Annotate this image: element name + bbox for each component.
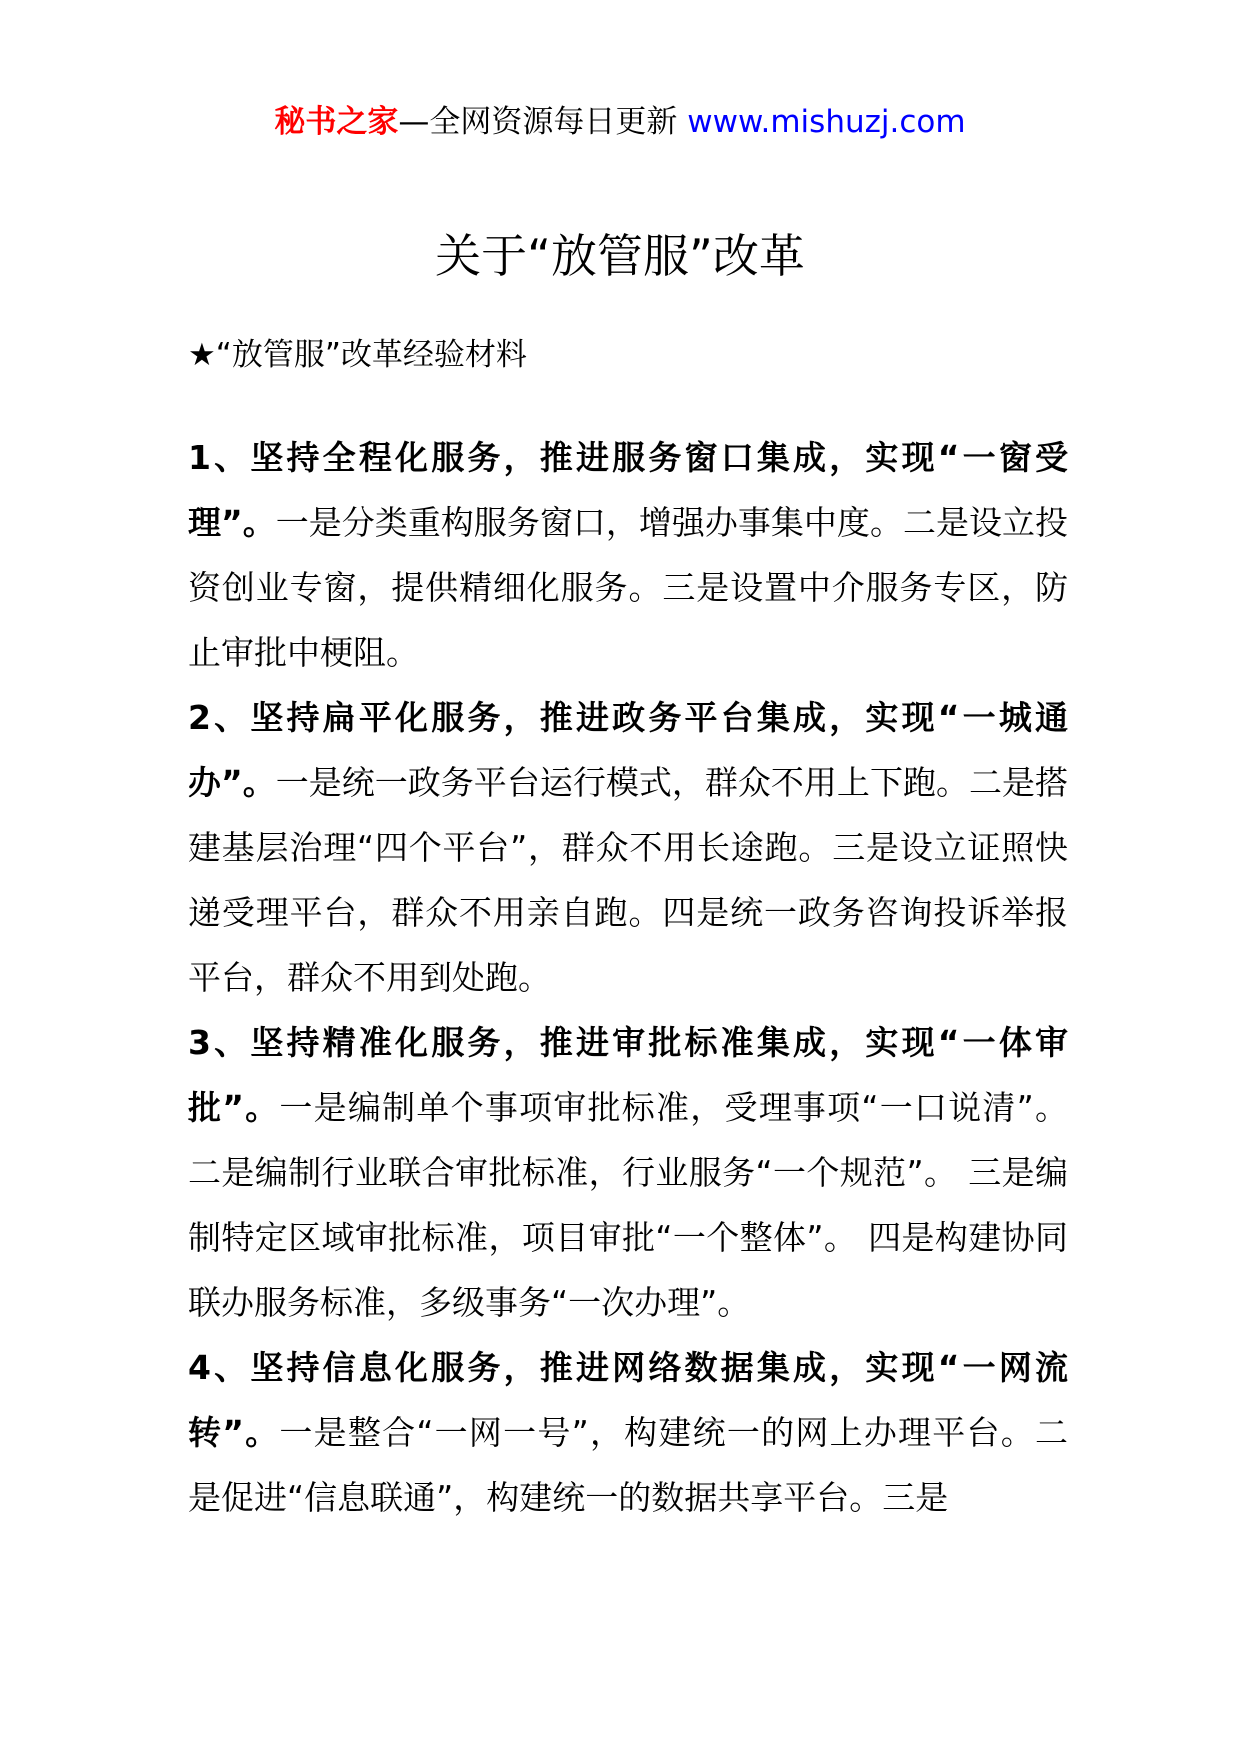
document-subtitle: ★“放管服”改革经验材料 bbox=[188, 337, 527, 373]
paragraph-text: 一是编制单个事项审批标准，受理事项“一口说清”。二是编制行业联合审批标准，行业服务“一个规范”。 三是编制特定区域审批标准，项目审批“一个整体”。 四是构建协同联办服务标准，多级事务“一次办理”。 bbox=[188, 1088, 1068, 1322]
paragraph-text: 一是分类重构服务窗口，增强办事集中度。二是设立投资创业专窗，提供精细化服务。三是设置中介服务专区，防止审批中梗阻。 bbox=[188, 503, 1068, 672]
paragraph-1 bbox=[188, 425, 1068, 685]
site-url-link[interactable]: www.mishuzj.com bbox=[687, 104, 966, 140]
site-header bbox=[0, 100, 1240, 144]
paragraph-4 bbox=[188, 1335, 1068, 1530]
paragraph-heading: 1、坚持全程化服务，推进服务窗口集成，实现“一窗受理”。 bbox=[188, 438, 1068, 542]
paragraph-heading: 3、坚持精准化服务，推进审批标准集成，实现“一体审批”。 bbox=[188, 1023, 1068, 1127]
site-tagline: —全网资源每日更新 bbox=[398, 104, 678, 140]
paragraph-3 bbox=[188, 1010, 1068, 1335]
site-brand: 秘书之家 bbox=[274, 104, 399, 140]
paragraph-heading: 2、坚持扁平化服务，推进政务平台集成，实现“一城通办”。 bbox=[188, 698, 1068, 802]
paragraph-text: 一是统一政务平台运行模式，群众不用上下跑。二是搭建基层治理“四个平台”，群众不用长途跑。三是设立证照快递受理平台，群众不用亲自跑。四是统一政务咨询投诉举报平台，群众不用到处跑。 bbox=[188, 763, 1068, 997]
document-body bbox=[188, 425, 1068, 1530]
paragraph-heading: 4、坚持信息化服务，推进网络数据集成，实现“一网流转”。 bbox=[188, 1348, 1068, 1452]
paragraph-text: 一是整合“一网一号”，构建统一的网上办理平台。二是促进“信息联通”，构建统一的数据共享平台。三是 bbox=[188, 1413, 1068, 1517]
document-title: 关于“放管服”改革 bbox=[435, 229, 805, 283]
paragraph-2 bbox=[188, 685, 1068, 1010]
